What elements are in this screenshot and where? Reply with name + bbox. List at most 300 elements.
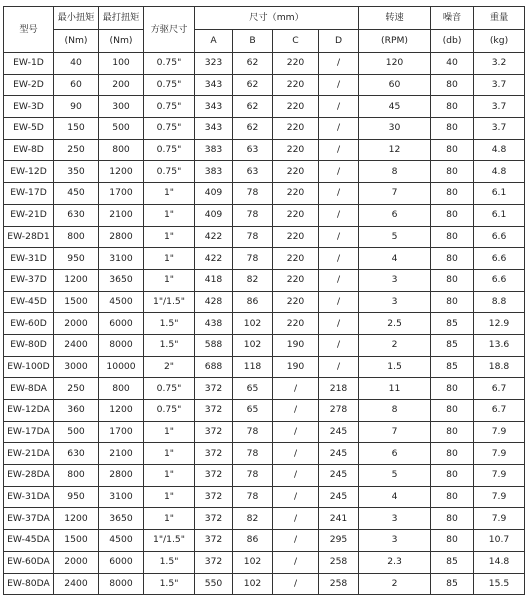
table-cell: 3 xyxy=(359,508,431,530)
table-cell: 0.75" xyxy=(144,74,195,96)
table-cell: 190 xyxy=(273,356,319,378)
table-cell: 4 xyxy=(359,486,431,508)
table-cell: 688 xyxy=(195,356,233,378)
table-cell: 278 xyxy=(319,400,359,422)
table-cell: 218 xyxy=(319,378,359,400)
table-cell: 0.75" xyxy=(144,139,195,161)
table-cell: 1.5" xyxy=(144,551,195,573)
table-cell: 1" xyxy=(144,183,195,205)
table-cell: 4500 xyxy=(99,291,144,313)
header-max-torque: 最打扭矩 xyxy=(99,7,144,30)
table-cell: 372 xyxy=(195,378,233,400)
table-cell: 3.7 xyxy=(474,118,525,140)
header-square-drive: 方驱尺寸 xyxy=(144,7,195,53)
table-cell: 1" xyxy=(144,269,195,291)
table-row xyxy=(4,530,525,552)
table-cell: 80 xyxy=(431,74,474,96)
table-cell: 150 xyxy=(54,118,99,140)
table-cell: 1" xyxy=(144,204,195,226)
table-cell: 2800 xyxy=(99,465,144,487)
table-cell: 78 xyxy=(233,421,273,443)
table-cell: 62 xyxy=(233,53,273,75)
header-speed: 转速 xyxy=(359,7,431,30)
table-cell: 2000 xyxy=(54,313,99,335)
table-cell: 80 xyxy=(431,530,474,552)
table-cell: 1" xyxy=(144,443,195,465)
table-cell: 90 xyxy=(54,96,99,118)
header-size: 尺寸（mm） xyxy=(195,7,359,30)
table-cell: EW-100D xyxy=(4,356,54,378)
table-cell: 422 xyxy=(195,226,233,248)
table-cell: 3 xyxy=(359,291,431,313)
table-cell: 7.9 xyxy=(474,465,525,487)
table-cell: EW-2D xyxy=(4,74,54,96)
table-cell: EW-3D xyxy=(4,96,54,118)
table-cell: 8000 xyxy=(99,573,144,595)
table-cell: 65 xyxy=(233,378,273,400)
table-cell: / xyxy=(273,551,319,573)
table-cell: 500 xyxy=(99,118,144,140)
table-cell: 6.6 xyxy=(474,226,525,248)
table-cell: 372 xyxy=(195,465,233,487)
table-cell: 1.5" xyxy=(144,334,195,356)
table-cell: 80 xyxy=(431,400,474,422)
table-cell: 15.5 xyxy=(474,573,525,595)
table-cell: / xyxy=(319,118,359,140)
table-cell: 1"/1.5" xyxy=(144,291,195,313)
table-cell: 40 xyxy=(431,53,474,75)
table-row xyxy=(4,378,525,400)
header-noise: 噪音 xyxy=(431,7,474,30)
header-model: 型号 xyxy=(4,7,54,53)
table-cell: EW-8DA xyxy=(4,378,54,400)
table-cell: 78 xyxy=(233,226,273,248)
table-cell: 0.75" xyxy=(144,118,195,140)
table-cell: EW-21DA xyxy=(4,443,54,465)
table-cell: / xyxy=(319,139,359,161)
table-cell: 220 xyxy=(273,291,319,313)
table-cell: 80 xyxy=(431,248,474,270)
table-cell: 10000 xyxy=(99,356,144,378)
table-cell: 80 xyxy=(431,204,474,226)
header-weight-unit: (kg) xyxy=(474,30,525,53)
table-cell: 60 xyxy=(54,74,99,96)
table-cell: 0.75" xyxy=(144,378,195,400)
table-cell: 1700 xyxy=(99,421,144,443)
table-cell: / xyxy=(319,161,359,183)
table-cell: 78 xyxy=(233,204,273,226)
table-cell: EW-1D xyxy=(4,53,54,75)
table-cell: 360 xyxy=(54,400,99,422)
table-cell: 2400 xyxy=(54,334,99,356)
table-cell: 245 xyxy=(319,465,359,487)
table-cell: 78 xyxy=(233,486,273,508)
table-cell: 62 xyxy=(233,74,273,96)
table-cell: 630 xyxy=(54,443,99,465)
table-cell: 6 xyxy=(359,443,431,465)
table-cell: 7 xyxy=(359,421,431,443)
table-cell: EW-37DA xyxy=(4,508,54,530)
table-cell: 220 xyxy=(273,313,319,335)
table-cell: 85 xyxy=(431,551,474,573)
table-cell: 950 xyxy=(54,486,99,508)
table-cell: EW-28DA xyxy=(4,465,54,487)
table-cell: 372 xyxy=(195,400,233,422)
table-cell: 409 xyxy=(195,183,233,205)
table-cell: 241 xyxy=(319,508,359,530)
table-row xyxy=(4,118,525,140)
table-cell: 220 xyxy=(273,248,319,270)
table-row xyxy=(4,313,525,335)
table-cell: 80 xyxy=(431,508,474,530)
table-cell: 10.7 xyxy=(474,530,525,552)
table-cell: 250 xyxy=(54,139,99,161)
table-cell: 1" xyxy=(144,248,195,270)
table-cell: 3.7 xyxy=(474,96,525,118)
table-cell: / xyxy=(273,465,319,487)
table-cell: / xyxy=(319,96,359,118)
table-cell: 190 xyxy=(273,334,319,356)
table-cell: 418 xyxy=(195,269,233,291)
table-cell: / xyxy=(273,378,319,400)
table-cell: 80 xyxy=(431,139,474,161)
header-max-torque-unit: (Nm) xyxy=(99,30,144,53)
table-cell: 3 xyxy=(359,530,431,552)
table-cell: 1200 xyxy=(99,161,144,183)
table-cell: 220 xyxy=(273,161,319,183)
table-cell: 438 xyxy=(195,313,233,335)
table-cell: 372 xyxy=(195,551,233,573)
table-cell: 220 xyxy=(273,74,319,96)
table-row xyxy=(4,204,525,226)
table-cell: EW-5D xyxy=(4,118,54,140)
table-row xyxy=(4,486,525,508)
table-cell: / xyxy=(319,269,359,291)
table-row xyxy=(4,334,525,356)
table-cell: 62 xyxy=(233,96,273,118)
table-cell: 80 xyxy=(431,291,474,313)
table-cell: 102 xyxy=(233,313,273,335)
table-cell: EW-45D xyxy=(4,291,54,313)
table-cell: 1700 xyxy=(99,183,144,205)
table-cell: 120 xyxy=(359,53,431,75)
table-cell: 550 xyxy=(195,573,233,595)
table-cell: 450 xyxy=(54,183,99,205)
header-size-d: D xyxy=(319,30,359,53)
header-min-torque: 最小扭矩 xyxy=(54,7,99,30)
table-cell: 1200 xyxy=(54,269,99,291)
table-cell: 1.5 xyxy=(359,356,431,378)
table-cell: 30 xyxy=(359,118,431,140)
spec-table xyxy=(3,6,525,595)
table-cell: 85 xyxy=(431,573,474,595)
table-cell: 5 xyxy=(359,465,431,487)
table-cell: 62 xyxy=(233,118,273,140)
table-cell: EW-31DA xyxy=(4,486,54,508)
table-cell: 1.5" xyxy=(144,573,195,595)
table-cell: 2400 xyxy=(54,573,99,595)
header-row-units xyxy=(4,30,525,53)
table-cell: 220 xyxy=(273,226,319,248)
table-cell: / xyxy=(319,74,359,96)
table-cell: 372 xyxy=(195,443,233,465)
table-cell: / xyxy=(319,204,359,226)
table-cell: 63 xyxy=(233,161,273,183)
table-cell: 2000 xyxy=(54,551,99,573)
table-cell: 200 xyxy=(99,74,144,96)
table-cell: 1500 xyxy=(54,530,99,552)
table-cell: 8000 xyxy=(99,334,144,356)
table-cell: 800 xyxy=(54,226,99,248)
table-cell: / xyxy=(273,573,319,595)
table-cell: 78 xyxy=(233,465,273,487)
table-cell: 1" xyxy=(144,486,195,508)
table-cell: 80 xyxy=(431,226,474,248)
table-cell: 40 xyxy=(54,53,99,75)
table-cell: 1" xyxy=(144,421,195,443)
table-cell: 220 xyxy=(273,204,319,226)
table-cell: EW-17DA xyxy=(4,421,54,443)
table-row xyxy=(4,573,525,595)
table-cell: 372 xyxy=(195,508,233,530)
table-row xyxy=(4,291,525,313)
table-cell: 6.1 xyxy=(474,183,525,205)
table-cell: 14.8 xyxy=(474,551,525,573)
header-weight: 重量 xyxy=(474,7,525,30)
table-cell: 18.8 xyxy=(474,356,525,378)
table-cell: 1" xyxy=(144,508,195,530)
table-cell: 3650 xyxy=(99,508,144,530)
table-cell: 102 xyxy=(233,551,273,573)
table-cell: 2800 xyxy=(99,226,144,248)
table-cell: 1200 xyxy=(99,400,144,422)
table-cell: 118 xyxy=(233,356,273,378)
header-speed-unit: (RPM) xyxy=(359,30,431,53)
table-cell: 8 xyxy=(359,161,431,183)
table-cell: 2.3 xyxy=(359,551,431,573)
table-cell: 5 xyxy=(359,226,431,248)
header-size-b: B xyxy=(233,30,273,53)
table-cell: 220 xyxy=(273,53,319,75)
table-cell: 80 xyxy=(431,118,474,140)
table-cell: 102 xyxy=(233,573,273,595)
table-cell: 82 xyxy=(233,269,273,291)
table-cell: 1500 xyxy=(54,291,99,313)
table-cell: 86 xyxy=(233,291,273,313)
table-cell: 4.8 xyxy=(474,139,525,161)
table-cell: 100 xyxy=(99,53,144,75)
table-cell: 800 xyxy=(99,139,144,161)
table-cell: 220 xyxy=(273,96,319,118)
table-cell: EW-45DA xyxy=(4,530,54,552)
table-cell: 428 xyxy=(195,291,233,313)
table-cell: 4 xyxy=(359,248,431,270)
table-cell: / xyxy=(319,183,359,205)
table-cell: 1200 xyxy=(54,508,99,530)
table-cell: 6.7 xyxy=(474,400,525,422)
table-cell: 8 xyxy=(359,400,431,422)
table-row xyxy=(4,356,525,378)
table-cell: 220 xyxy=(273,139,319,161)
table-cell: 6000 xyxy=(99,551,144,573)
table-cell: 80 xyxy=(431,443,474,465)
table-cell: 950 xyxy=(54,248,99,270)
table-cell: 78 xyxy=(233,183,273,205)
table-cell: 7.9 xyxy=(474,443,525,465)
table-cell: 78 xyxy=(233,248,273,270)
table-cell: 80 xyxy=(431,465,474,487)
table-cell: 6.6 xyxy=(474,248,525,270)
table-cell: 372 xyxy=(195,421,233,443)
table-row xyxy=(4,248,525,270)
table-cell: 8.8 xyxy=(474,291,525,313)
table-cell: 7.9 xyxy=(474,486,525,508)
table-cell: EW-17D xyxy=(4,183,54,205)
table-cell: 323 xyxy=(195,53,233,75)
table-cell: 1"/1.5" xyxy=(144,530,195,552)
table-cell: 245 xyxy=(319,443,359,465)
table-cell: 45 xyxy=(359,96,431,118)
table-cell: 250 xyxy=(54,378,99,400)
table-cell: 372 xyxy=(195,530,233,552)
table-cell: 220 xyxy=(273,269,319,291)
table-cell: 85 xyxy=(431,356,474,378)
table-cell: 383 xyxy=(195,139,233,161)
table-row xyxy=(4,269,525,291)
header-size-a: A xyxy=(195,30,233,53)
table-cell: 2.5 xyxy=(359,313,431,335)
table-cell: 3000 xyxy=(54,356,99,378)
table-cell: 295 xyxy=(319,530,359,552)
table-cell: 350 xyxy=(54,161,99,183)
table-cell: / xyxy=(319,356,359,378)
table-cell: 6.6 xyxy=(474,269,525,291)
table-cell: / xyxy=(273,530,319,552)
table-cell: 343 xyxy=(195,74,233,96)
table-cell: 2 xyxy=(359,334,431,356)
table-cell: 1" xyxy=(144,226,195,248)
table-cell: 2" xyxy=(144,356,195,378)
table-row xyxy=(4,421,525,443)
table-cell: 13.6 xyxy=(474,334,525,356)
table-cell: 80 xyxy=(431,486,474,508)
table-row xyxy=(4,96,525,118)
table-cell: 3.2 xyxy=(474,53,525,75)
table-cell: 4500 xyxy=(99,530,144,552)
table-row xyxy=(4,443,525,465)
table-cell: / xyxy=(319,313,359,335)
table-cell: 78 xyxy=(233,443,273,465)
table-cell: 2100 xyxy=(99,443,144,465)
table-cell: 1.5" xyxy=(144,313,195,335)
table-row xyxy=(4,161,525,183)
table-cell: 2100 xyxy=(99,204,144,226)
table-cell: / xyxy=(273,486,319,508)
table-cell: 0.75" xyxy=(144,400,195,422)
table-cell: 12.9 xyxy=(474,313,525,335)
table-cell: 6000 xyxy=(99,313,144,335)
table-cell: 11 xyxy=(359,378,431,400)
table-cell: / xyxy=(319,291,359,313)
table-cell: 630 xyxy=(54,204,99,226)
table-cell: 343 xyxy=(195,118,233,140)
table-row xyxy=(4,465,525,487)
table-cell: EW-21D xyxy=(4,204,54,226)
table-row xyxy=(4,400,525,422)
table-cell: 63 xyxy=(233,139,273,161)
table-cell: 588 xyxy=(195,334,233,356)
table-cell: / xyxy=(319,248,359,270)
table-cell: 7.9 xyxy=(474,421,525,443)
table-cell: 65 xyxy=(233,400,273,422)
table-cell: 220 xyxy=(273,183,319,205)
table-cell: 800 xyxy=(99,378,144,400)
table-cell: 258 xyxy=(319,573,359,595)
table-cell: 258 xyxy=(319,551,359,573)
table-cell: 300 xyxy=(99,96,144,118)
table-cell: EW-8D xyxy=(4,139,54,161)
table-cell: EW-37D xyxy=(4,269,54,291)
table-cell: 1" xyxy=(144,465,195,487)
table-cell: 0.75" xyxy=(144,53,195,75)
table-cell: 80 xyxy=(431,378,474,400)
table-row xyxy=(4,183,525,205)
table-cell: 2 xyxy=(359,573,431,595)
table-row xyxy=(4,53,525,75)
table-cell: EW-80D xyxy=(4,334,54,356)
table-row xyxy=(4,508,525,530)
table-cell: 7.9 xyxy=(474,508,525,530)
table-row xyxy=(4,139,525,161)
table-cell: 80 xyxy=(431,161,474,183)
table-cell: 245 xyxy=(319,421,359,443)
table-cell: EW-60DA xyxy=(4,551,54,573)
table-cell: 3100 xyxy=(99,486,144,508)
table-cell: 80 xyxy=(431,421,474,443)
header-min-torque-unit: (Nm) xyxy=(54,30,99,53)
table-cell: / xyxy=(273,508,319,530)
table-cell: 3650 xyxy=(99,269,144,291)
table-cell: 3 xyxy=(359,269,431,291)
table-cell: / xyxy=(319,334,359,356)
table-row xyxy=(4,551,525,573)
table-cell: / xyxy=(319,53,359,75)
header-row xyxy=(4,7,525,30)
table-cell: 82 xyxy=(233,508,273,530)
header-size-c: C xyxy=(273,30,319,53)
table-cell: 500 xyxy=(54,421,99,443)
table-cell: 12 xyxy=(359,139,431,161)
table-cell: 409 xyxy=(195,204,233,226)
table-cell: 86 xyxy=(233,530,273,552)
table-cell: / xyxy=(273,443,319,465)
table-cell: 800 xyxy=(54,465,99,487)
table-cell: EW-28D1 xyxy=(4,226,54,248)
header-noise-unit: (db) xyxy=(431,30,474,53)
table-cell: 3.7 xyxy=(474,74,525,96)
table-cell: / xyxy=(273,421,319,443)
table-cell: 102 xyxy=(233,334,273,356)
table-cell: 372 xyxy=(195,486,233,508)
table-cell: 343 xyxy=(195,96,233,118)
table-cell: 7 xyxy=(359,183,431,205)
table-cell: 6 xyxy=(359,204,431,226)
table-cell: 6.7 xyxy=(474,378,525,400)
table-cell: 85 xyxy=(431,313,474,335)
table-cell: 220 xyxy=(273,118,319,140)
table-cell: EW-60D xyxy=(4,313,54,335)
table-cell: 0.75" xyxy=(144,96,195,118)
